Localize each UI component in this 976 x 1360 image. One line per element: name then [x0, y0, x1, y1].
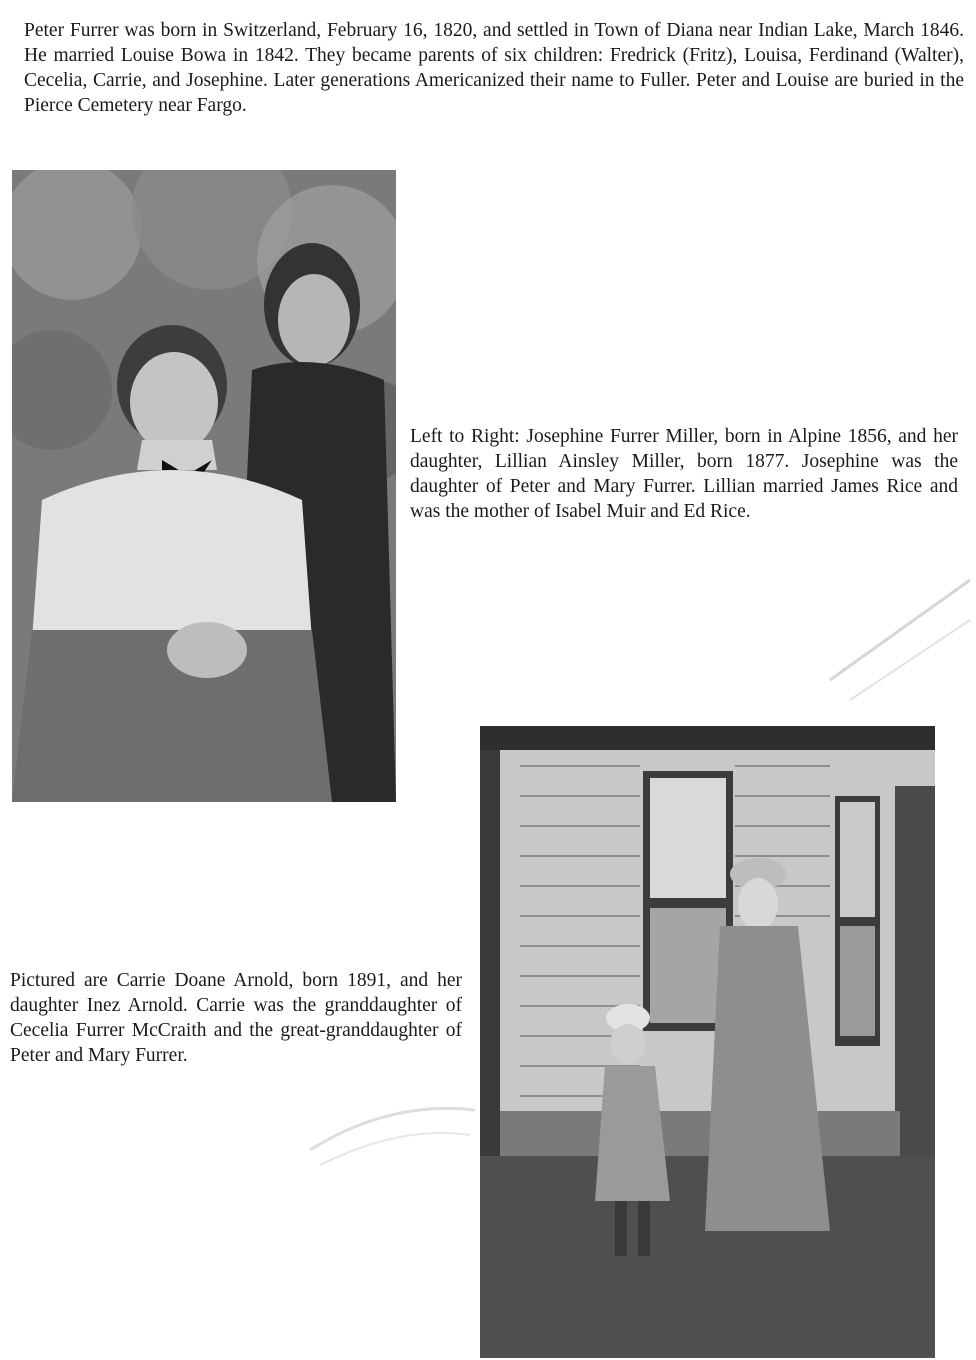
porch-photo-carrie-and-inez-illustration — [480, 726, 935, 1358]
scan-smudge-mark-lower — [300, 1080, 480, 1170]
photo2-caption: Pictured are Carrie Doane Arnold, born 1891, and her daughter Inez Arnold. Carrie was the granddaughter of Cecelia Furrer McCraith and the great-granddaughter of Peter and Mary Furrer. — [10, 970, 462, 1066]
intro-paragraph: Peter Furrer was born in Switzerland, February 16, 1820, and settled in Town of Diana near Indian Lake, March 1846. He married Louise Bowa in 1842. They became parents of six children: Fredrick (Fritz), Louisa, Ferdinand (Walter), Cecelia, Carrie, and Josephine. Later generations Americanized their name to Fuller. Peter and Louise are buried in the Pierce Cemetery near Fargo. — [24, 20, 964, 116]
scan-smudge-mark — [820, 560, 976, 720]
portrait-photo-josephine-and-lillian — [12, 170, 396, 802]
portrait-photo-josephine-and-lillian-illustration — [12, 170, 396, 802]
porch-photo-carrie-and-inez — [480, 726, 935, 1358]
photo1-caption: Left to Right: Josephine Furrer Miller, born in Alpine 1856, and her daughter, Lillian Ainsley Miller, born 1877. Josephine was the daughter of Peter and Mary Furrer. Lillian married James Rice and was the mother of Isabel Muir and Ed Rice. — [410, 426, 958, 522]
